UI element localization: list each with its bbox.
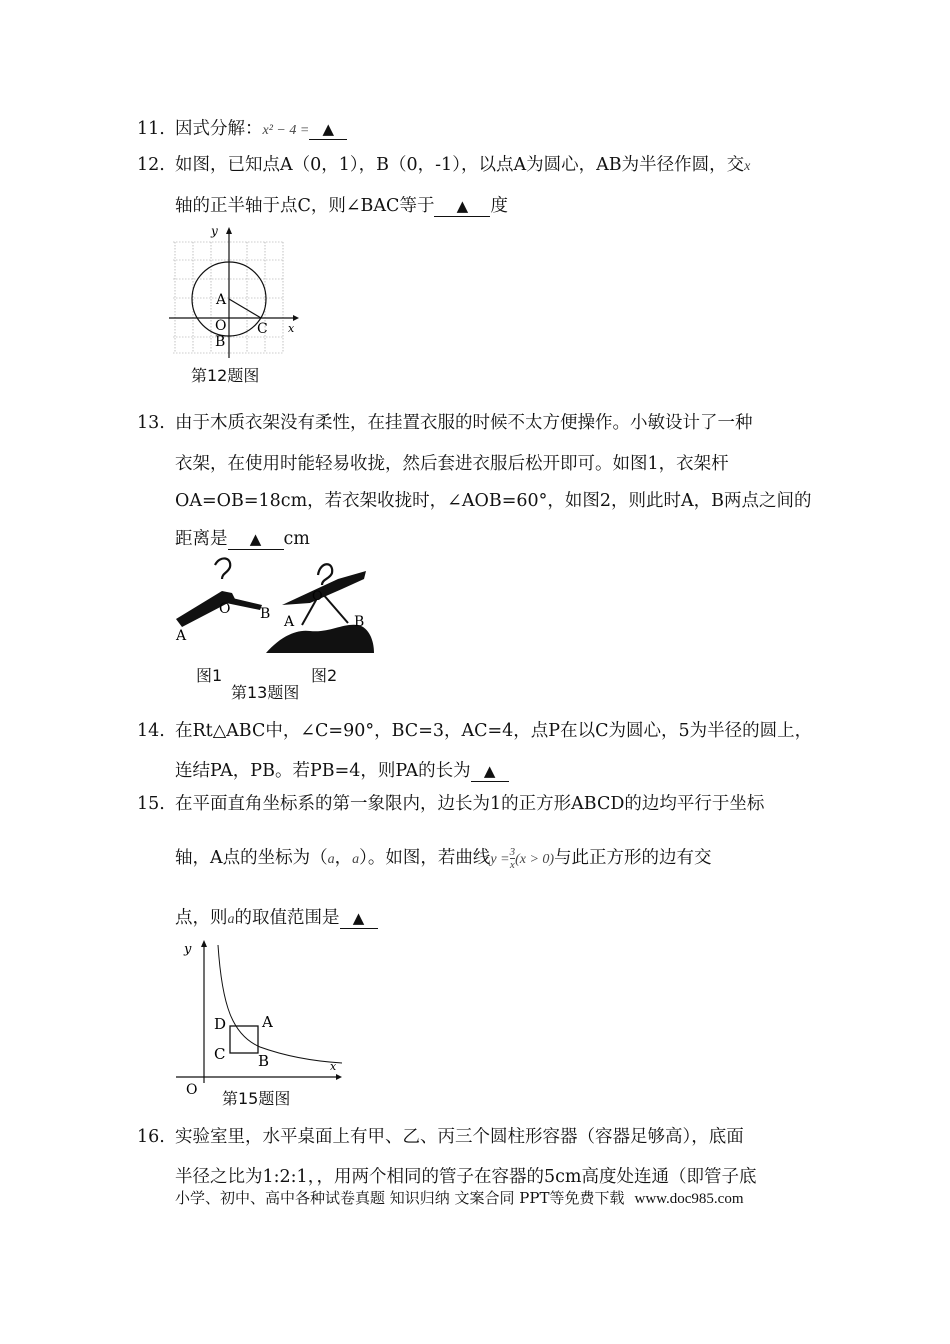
- segment-ac: [229, 299, 261, 318]
- answer-blank: [309, 119, 347, 140]
- footer-text: 小学、初中、高中各种试卷真题 知识归纳 文案合同 PPT等免费下载: [175, 1189, 625, 1207]
- question-12: [137, 147, 750, 185]
- fraction-numerator: 3: [509, 846, 516, 858]
- question-text: 轴，A点的坐标为（: [175, 848, 328, 868]
- question-text: 点，则: [175, 908, 228, 928]
- label-o: O: [219, 601, 231, 617]
- question-text: 与此正方形的边有交: [554, 848, 712, 868]
- label-o: O: [186, 1082, 198, 1098]
- math-condition: (x > 0): [515, 852, 555, 867]
- question-text: 实验室里，水平桌面上有甲、乙、丙三个圆柱形容器（容器足够高），底面: [175, 1127, 744, 1147]
- question-16-line-2: 半径之比为1:2:1，，用两个相同的管子在容器的5cm高度处连通（即管子底: [175, 1167, 757, 1187]
- square-abcd: [230, 1026, 258, 1053]
- question-text: 轴的正半轴于点C，则∠BAC等于: [175, 196, 435, 216]
- math-variable: a: [327, 852, 335, 867]
- hanger-arm-b: [322, 593, 348, 623]
- answer-mark: ▲: [322, 120, 335, 138]
- curve-y-3-over-x: [218, 945, 342, 1063]
- question-13-line-4: [175, 525, 310, 550]
- label-x: x: [330, 1060, 337, 1073]
- math-variable: a: [227, 912, 235, 927]
- question-text: cm: [283, 529, 310, 549]
- answer-mark: ▲: [483, 762, 496, 780]
- question-15: [137, 786, 764, 823]
- question-text: 因式分解：: [175, 119, 263, 139]
- y-axis-arrow: [226, 227, 232, 234]
- question-14-line-2: [175, 757, 509, 782]
- question-14: [137, 713, 812, 750]
- question-13: [137, 405, 753, 442]
- label-a: A: [262, 1013, 273, 1031]
- label-o: O: [215, 318, 227, 334]
- question-text: 如图，已知点A（0，1），B（0，-1），以点A为圆心，AB为半径作圆，交: [175, 155, 745, 175]
- hanger-hook: [215, 558, 230, 579]
- question-13-line-2: 衣架，在使用时能轻易收拢，然后套进衣服后松开即可。如图1，衣架杆: [175, 454, 729, 474]
- figure-15-curve-graph: [170, 935, 350, 1098]
- answer-mark: ▲: [352, 909, 365, 927]
- question-text: 度: [490, 196, 508, 216]
- label-a: A: [176, 628, 187, 644]
- question-text: 在平面直角坐标系的第一象限内，边长为1的正方形ABCD的边均平行于坐标: [175, 794, 765, 814]
- figure-15-caption: 第15题图: [222, 1089, 291, 1108]
- answer-blank: [340, 908, 378, 929]
- hanger-top-bar: [282, 571, 366, 605]
- question-text: 的取值范围是: [234, 908, 340, 928]
- label-b: B: [258, 1052, 270, 1070]
- figure-13-sub2: 图2: [311, 666, 338, 685]
- question-16: [137, 1119, 744, 1156]
- question-number: 11.: [137, 119, 165, 139]
- math-expression: x² − 4 =: [262, 123, 310, 138]
- question-text: 由于木质衣架没有柔性，在挂置衣服的时候不太方便操作。小敏设计了一种: [175, 413, 753, 433]
- answer-mark: ▲: [456, 197, 469, 215]
- label-a: A: [216, 292, 227, 308]
- answer-mark: ▲: [249, 530, 262, 548]
- math-variable: a: [352, 852, 360, 867]
- question-text: 在Rt△ABC中，∠C=90°，BC=3，AC=4，点P在以C为圆心，5为半径的圆上，: [175, 721, 813, 741]
- question-12-line-2: [175, 192, 508, 217]
- question-text: ）。如图，若曲线: [359, 848, 491, 868]
- math-expression: y =: [490, 852, 510, 867]
- footer-url[interactable]: www.doc985.com: [634, 1191, 744, 1207]
- label-b: B: [354, 614, 365, 630]
- label-b: B: [260, 606, 271, 622]
- label-c: C: [257, 321, 268, 337]
- question-text: 连结PA，PB。若PB=4，则PA的长为: [175, 761, 471, 781]
- fraction-denominator: x: [509, 859, 515, 871]
- question-15-line-3: [175, 904, 378, 929]
- figure-13-hangers: [170, 553, 390, 663]
- hanger-hook: [318, 564, 332, 585]
- label-y: y: [184, 942, 192, 957]
- answer-blank: [471, 761, 509, 782]
- y-axis-arrow: [201, 940, 207, 947]
- question-11: [137, 111, 347, 149]
- question-number: 16.: [137, 1127, 165, 1147]
- label-a: A: [284, 614, 295, 630]
- figure-12-caption: 第12题图: [191, 366, 260, 385]
- answer-blank: [228, 529, 284, 550]
- x-axis-arrow: [293, 315, 299, 321]
- question-15-line-2: [175, 844, 712, 871]
- question-number: 13.: [137, 413, 165, 433]
- label-y: y: [211, 224, 218, 238]
- math-variable: x: [744, 159, 751, 174]
- question-text: ，: [334, 848, 353, 868]
- page-footer: [175, 1187, 744, 1208]
- label-c: C: [214, 1045, 226, 1063]
- question-number: 15.: [137, 794, 165, 814]
- question-number: 12.: [137, 155, 165, 175]
- hanger-open: [175, 558, 270, 644]
- question-13-line-3: OA=OB=18cm，若衣架收拢时，∠AOB=60°，如图2，则此时A，B两点之间的: [175, 491, 812, 511]
- figure-13-sub1: 图1: [196, 666, 223, 685]
- x-axis-arrow: [336, 1074, 342, 1080]
- label-d: D: [214, 1015, 227, 1033]
- figure-12-circle-graph: [165, 222, 310, 362]
- hanger-arm-b: [226, 597, 262, 610]
- label-x: x: [288, 322, 295, 335]
- question-text: 距离是: [175, 529, 228, 549]
- figure-13-caption: 第13题图: [231, 683, 300, 702]
- answer-blank: [434, 196, 490, 217]
- hanger-closed: [266, 564, 374, 653]
- question-number: 14.: [137, 721, 165, 741]
- label-b: B: [215, 334, 226, 350]
- label-o: O: [312, 589, 323, 604]
